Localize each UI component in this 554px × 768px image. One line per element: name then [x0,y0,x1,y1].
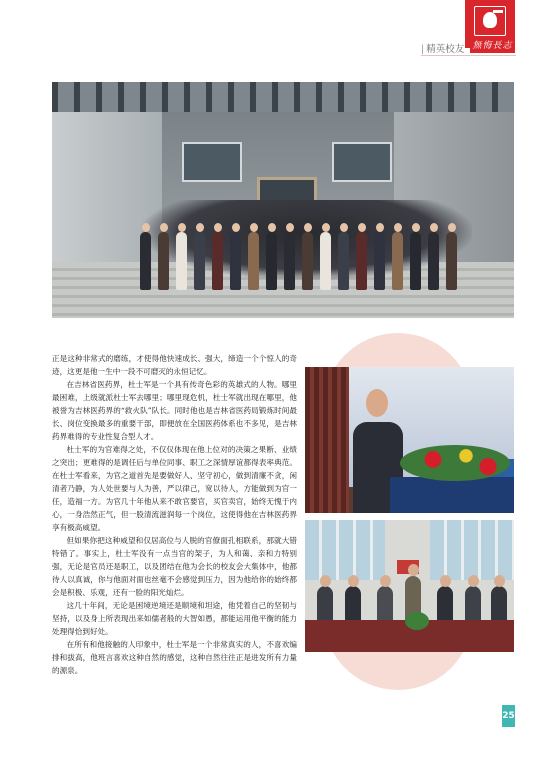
page-number: 25 [502,705,515,727]
group-photo [52,82,514,318]
article-paragraph: 这几十年间，无论是困境逆境还是顺境和坦途，他凭着自己的坚韧与坚持，以及身上所表现出来如儒者般的大智如愚，都能运用他平衡的能力处理得恰到好处。 [52,601,297,636]
article-body [52,352,297,677]
article-paragraph: 在所有和他接触的人印象中，杜士军是一个非常真实的人，不喜欢编排和拔高，他班言喜欢这种自然的感觉，这种自然往往正是进发所有力量的源泉。 [52,640,297,675]
brand-name: 無悔長志 [470,39,515,53]
section-label: 精英校友 [426,44,465,55]
meeting-photo [305,520,514,652]
article-paragraph: 在吉林省医药界，杜士军是一个具有传奇色彩的英雄式的人物。哪里最困难，上级就派杜士军去哪里；哪里现危机，杜士军就出现在哪里，他被誉为吉林医药界的“救火队”队长。同时他也是吉林省医药局锻炼时间最长、岗位变换最多的重要干部，即便放在全国医药体系也不多见，是吉林药界难得的专业性复合型人才。 [52,380,297,441]
section-tag: | 精英校友 [421,44,465,55]
portrait-seal-icon [474,6,506,36]
article-paragraph: 正是这种非常式的磨练，才使得他快速成长、强大，缔造一个个惊人的奇迹，这更是他一生中一段不可磨灭的永恒记忆。 [52,354,297,376]
article-paragraph: 杜士军的为官难得之处，不仅仅体现在他上位对的决策之果断、业绩之突出；更难得的是调任后与单位同事、职工之深情厚谊都得表率典范。在杜士军看来，为官之道首先是要做好人、坚守初心，做到清廉不贪，闲清者乃静，为人处世要与人为善，严以律己，宽以待人，方能做到为官一任，造福一方。为官几十年他从来不敢官要官，买官卖官，始终无愧于内心，一身浩然正气，但一股清流滋润每一个岗位，这使得他在吉林医药界享有极高威望。 [52,445,297,532]
speaker-photo [305,367,514,513]
header-divider [421,55,516,56]
article-paragraph: 但如果你把这种威望和仅居高位与人脱的官僚面孔相联系，那就大错特错了。事实上，杜士军没有一点当官的架子，为人和蔼、亲和力特别强，无论是官员还是职工，以及团结在他为会长的校友会大集体中，他都待人以真诚，你与他面对面也丝毫不会感觉到压力，因为他给你的始终都会是积极、乐观，还有一脸的阳光灿烂。 [52,536,297,597]
